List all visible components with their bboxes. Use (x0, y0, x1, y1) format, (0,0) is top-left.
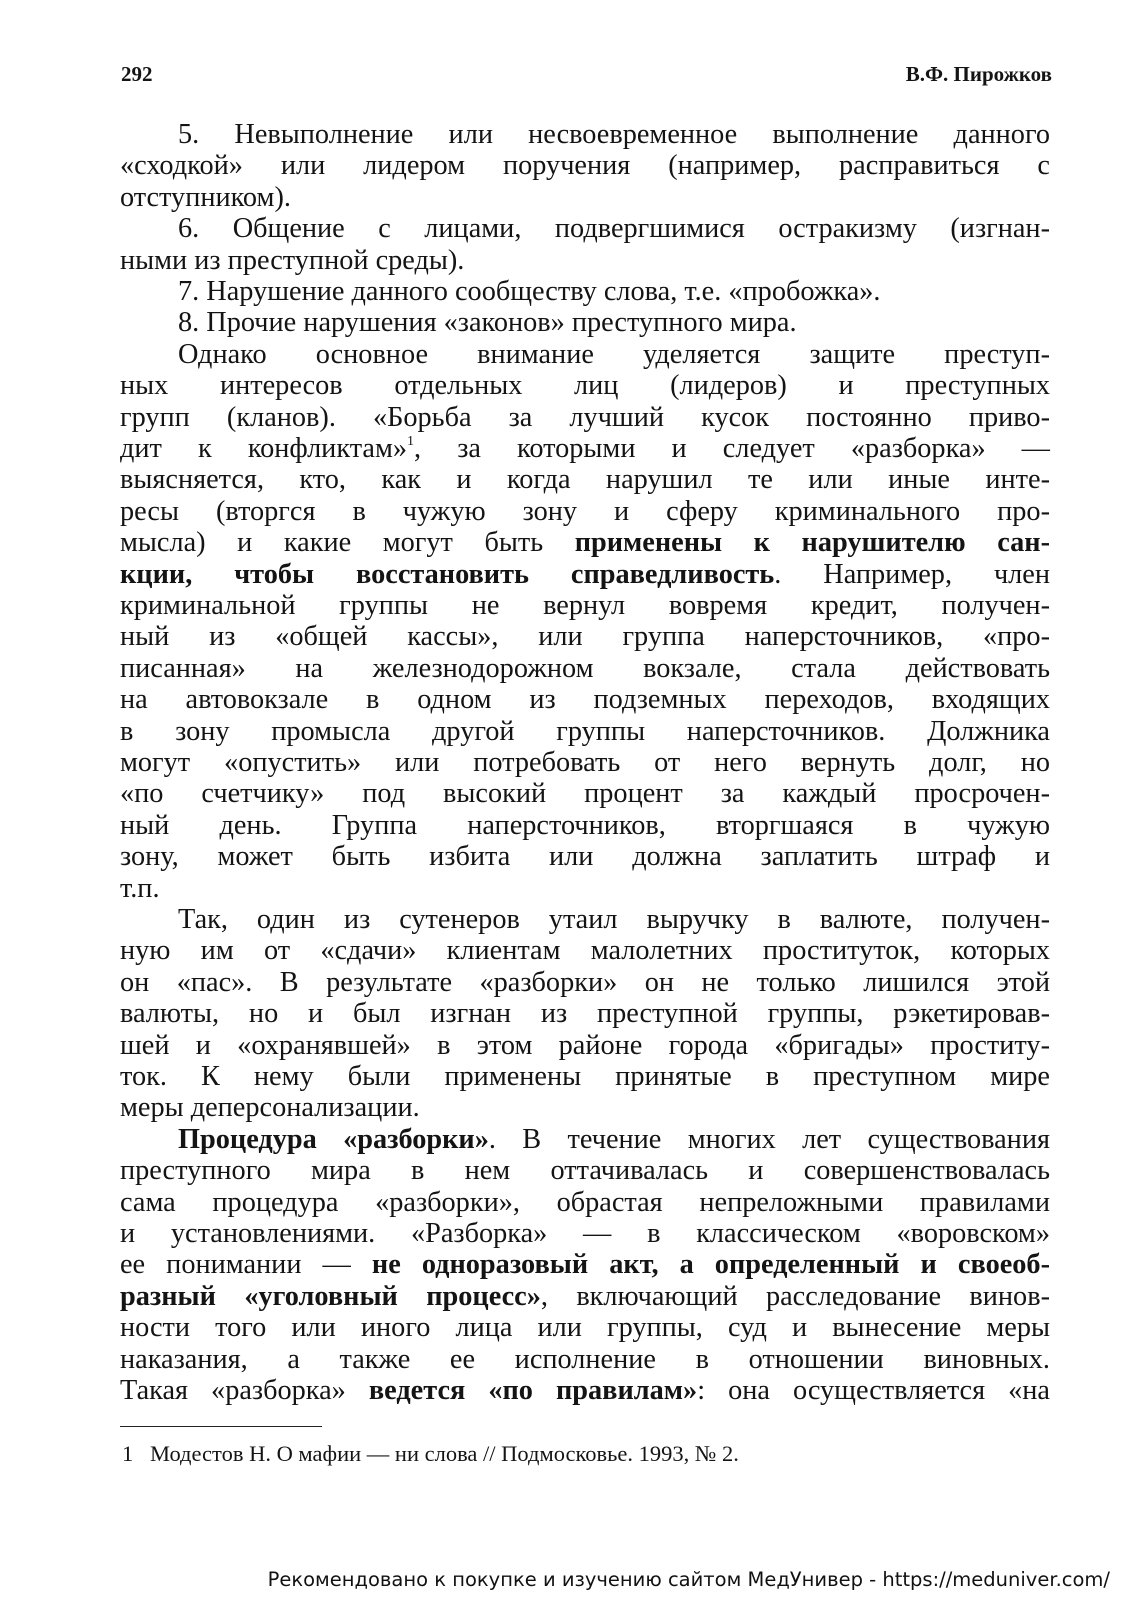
text-line (120, 684, 1050, 716)
text-line (120, 1281, 1050, 1313)
text-run: 7. Нарушение данного сообществу слова, т.е. «пробожка». (178, 276, 881, 307)
text-line (178, 904, 1050, 936)
text-run: дит к конфликтам» (120, 433, 408, 464)
text-run: писанная» на железнодорожном вокзале, стала действовать (120, 653, 1050, 684)
text-run: ток. К нему были применены принятые в преступном мире (120, 1061, 1050, 1092)
text-line (178, 213, 1050, 245)
running-head: В.Ф. Пирожков (905, 62, 1052, 86)
text-run: зону, может быть избита или должна заплатить штраф и (120, 841, 1050, 872)
text-run: сама процедура «разборки», обрастая непреложными правилами (120, 1187, 1050, 1218)
footnote-mark: 1 (122, 1441, 134, 1466)
text-run: криминальной группы не вернул вовремя кредит, получен- (120, 590, 1050, 621)
text-line (178, 119, 1050, 151)
text-line (120, 1092, 1050, 1124)
text-run: Так, один из сутенеров утаил выручку в валюте, получен- (178, 904, 1050, 935)
text-run: 6. Общение с лицами, подвергшимися остракизму (изгнан- (178, 213, 1050, 244)
text-run: , включающий расследование винов- (540, 1281, 1050, 1312)
text-line (120, 1187, 1050, 1219)
text-line (120, 1030, 1050, 1062)
text-run: ности того или иного лица или группы, суд и вынесение меры (120, 1312, 1050, 1343)
bold-run: не одноразовый акт, а определенный и своеоб- (371, 1249, 1051, 1280)
text-line (120, 402, 1050, 434)
text-run: ный из «общей кассы», или группа наперсточников, «про- (120, 621, 1050, 652)
text-line (120, 621, 1050, 653)
text-run: Однако основное внимание уделяется защите преступ- (178, 339, 1050, 370)
footnote (122, 1440, 739, 1468)
text-line (120, 747, 1050, 779)
text-line (120, 1155, 1050, 1187)
text-run: групп (кланов). «Борьба за лучший кусок постоянно приво- (120, 402, 1050, 433)
text-run: на автовокзале в одном из подземных переходов, входящих (120, 684, 1050, 715)
text-run: ную им от «сдачи» клиентам малолетних проституток, которых (120, 935, 1050, 966)
text-run: т.п. (120, 873, 160, 904)
bold-run: разный «уголовный процесс» (120, 1281, 541, 1312)
text-line (120, 967, 1050, 999)
text-line (120, 496, 1050, 528)
text-line (178, 339, 1050, 371)
text-run: валюты, но и был изгнан из преступной группы, рэкетировав- (120, 998, 1050, 1029)
text-run: он «пас». В результате «разборки» он не только лишился этой (120, 967, 1050, 998)
text-line (120, 1312, 1050, 1344)
text-run: ресы (вторгся в чужую зону и сферу криминального про- (120, 496, 1050, 527)
site-banner: Рекомендовано к покупке и изучению сайтом МедУнивер - https://meduniver.com/ (267, 1568, 1110, 1591)
text-run: меры деперсонализации. (120, 1092, 420, 1123)
text-line (120, 464, 1050, 496)
text-line (120, 433, 1050, 465)
text-run: . Например, член (774, 559, 1050, 590)
footnote-rule (120, 1426, 322, 1427)
text-line (120, 150, 1050, 182)
text-run: наказания, а также ее исполнение в отношении виновных. (120, 1344, 1050, 1375)
footnote-ref: 1 (407, 434, 415, 449)
text-run: 8. Прочие нарушения «законов» преступного мира. (178, 307, 797, 338)
text-line (120, 370, 1050, 402)
text-line (120, 1344, 1050, 1376)
text-run: : она осуществляется «на (697, 1375, 1050, 1406)
text-run: «сходкой» или лидером поручения (например, расправиться с (120, 150, 1050, 181)
text-line (120, 998, 1050, 1030)
text-run: могут «опустить» или потребовать от него вернуть долг, но (120, 747, 1050, 778)
text-run: ный день. Группа наперсточников, вторгшаяся в чужую (120, 810, 1050, 841)
bold-run: ведется «по правилам» (368, 1375, 698, 1406)
text-run: отступником). (120, 182, 291, 213)
text-run: Такая «разборка» (120, 1375, 369, 1406)
bold-run: Процедура «разборки» (178, 1124, 489, 1155)
text-run: . В течение многих лет существования (488, 1124, 1050, 1155)
text-line (178, 1124, 1050, 1156)
text-line (120, 590, 1050, 622)
text-run: преступного мира в нем оттачивалась и совершенствовалась (120, 1155, 1050, 1186)
text-line (120, 778, 1050, 810)
page-number: 292 (121, 62, 153, 86)
text-line (120, 653, 1050, 685)
text-run: в зону промысла другой группы наперсточников. Должника (120, 716, 1050, 747)
text-line (120, 1249, 1050, 1281)
text-run: «по счетчику» под высокий процент за каждый просрочен- (120, 778, 1050, 809)
text-line (120, 1061, 1050, 1093)
text-line (120, 873, 1050, 905)
text-run: ее понимании — (120, 1249, 372, 1280)
text-line (178, 307, 1050, 339)
bold-run: применены к нарушителю сан- (574, 527, 1050, 558)
text-line (120, 716, 1050, 748)
text-run: мысла) и какие могут быть (120, 527, 575, 558)
text-run: 5. Невыполнение или несвоевременное выполнение данного (178, 119, 1050, 150)
text-line (120, 1218, 1050, 1250)
text-line (120, 935, 1050, 967)
text-line (120, 841, 1050, 873)
bold-run: кции, чтобы восстановить справедливость (120, 559, 775, 590)
text-run: и установлениями. «Разборка» — в классическом «воровском» (120, 1218, 1050, 1249)
text-line (120, 182, 1050, 214)
text-line (120, 810, 1050, 842)
footnote-text: Модестов Н. О мафии — ни слова // Подмосковье. 1993, № 2. (150, 1441, 739, 1466)
text-line (120, 559, 1050, 591)
text-run: ными из преступной среды). (120, 245, 465, 276)
text-line (178, 276, 1050, 308)
text-line (120, 1375, 1050, 1407)
text-run: , за которыми и следует «разборка» — (414, 433, 1050, 464)
text-run: шей и «охранявшей» в этом районе города «бригады» проститу- (120, 1030, 1050, 1061)
text-run: ных интересов отдельных лиц (лидеров) и преступных (120, 370, 1050, 401)
text-line (120, 245, 1050, 277)
text-run: выясняется, кто, как и когда нарушил те или иные инте- (120, 464, 1050, 495)
text-line (120, 527, 1050, 559)
